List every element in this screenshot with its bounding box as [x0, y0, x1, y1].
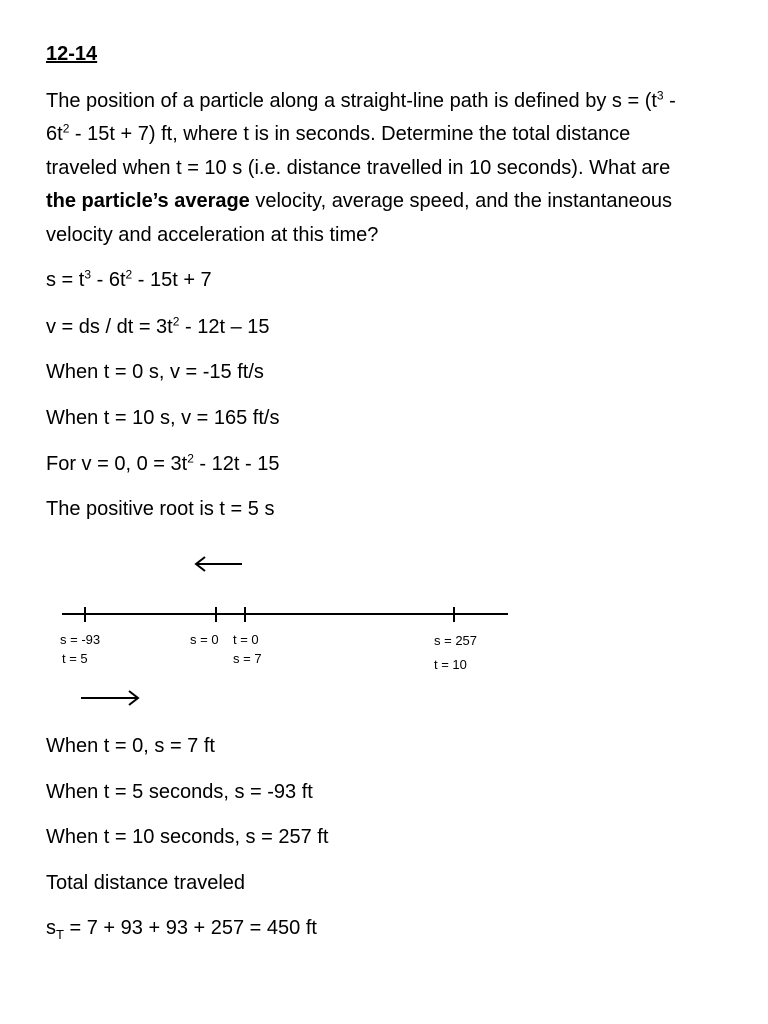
problem-text-line-5: velocity and acceleration at this time? — [46, 224, 379, 246]
position-at-t5: When t = 5 seconds, s = -93 ft — [46, 781, 313, 803]
problem-text-line-3: traveled when t = 10 s (i.e. distance travelled in 10 seconds). What are — [46, 157, 671, 179]
position-at-t0: When t = 0, s = 7 ft — [46, 735, 215, 757]
problem-text-line-1: The position of a particle along a straight-line path is defined by $s = (t^3$ - — [46, 88, 676, 112]
label-t-5: t = 5 — [62, 651, 88, 666]
velocity-zero-equation: For v = 0, $0 = 3t^2 - 12t - 15$ — [46, 451, 280, 475]
problem-text-line-2: $6t^2 - 15t + 7$) ft, where t is in seconds. Determine the total distance — [46, 121, 631, 145]
velocity-at-t0: When t = 0 s, v = -15 ft/s — [46, 361, 264, 383]
velocity-at-t10: When t = 10 s, v = 165 ft/s — [46, 407, 280, 429]
total-distance-equation: $s_T = 7 + 93 + 93 + 257 = 450$ ft — [46, 917, 317, 942]
velocity-equation: v = ds / dt = $3t^2 - 12t - 15$ — [46, 314, 270, 338]
positive-root: The positive root is t = 5 s — [46, 498, 275, 520]
label-t-0: t = 0 — [233, 632, 259, 647]
total-distance-label: Total distance traveled — [46, 872, 246, 894]
position-equation: $s = t^3 - 6t^2 - 15t + 7$ — [46, 267, 212, 291]
label-s-257: s = 257 — [434, 633, 478, 648]
problem-text-line-4: the particle’s average velocity, average speed, and the instantaneous — [46, 190, 672, 212]
label-s-neg93: s = -93 — [60, 632, 101, 647]
problem-number: 12-14 — [46, 43, 98, 65]
label-s-7: s = 7 — [233, 651, 262, 666]
position-at-t10: When t = 10 seconds, s = 257 ft — [46, 826, 329, 848]
label-s-0: s = 0 — [190, 632, 219, 647]
label-t-10: t = 10 — [434, 657, 467, 672]
